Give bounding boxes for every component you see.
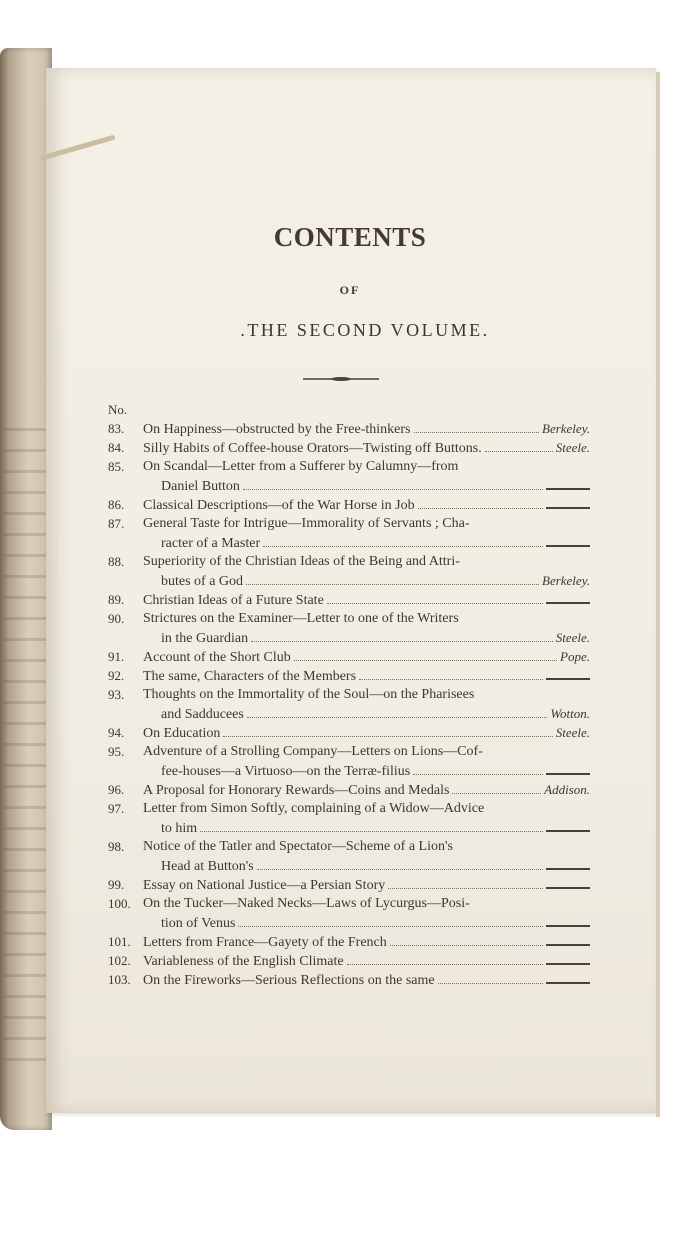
entry-line <box>143 723 590 742</box>
entry-text <box>143 970 590 989</box>
entry-number: 91. <box>108 649 125 664</box>
entry-number: 92. <box>108 668 125 683</box>
entry-text <box>143 894 590 932</box>
entry-author: Steele. <box>555 630 590 645</box>
entry-line-text: On Happiness—obstructed by the Free-thinkers <box>143 422 411 437</box>
entry-number: 86. <box>108 497 125 512</box>
entry-line-text: Variableness of the English Climate <box>143 954 344 969</box>
entry-text <box>143 837 590 875</box>
entry-text <box>143 951 590 970</box>
entry-line-text: to him <box>161 821 198 836</box>
entry-author: Berkeley. <box>542 421 590 436</box>
entry-line <box>143 913 590 932</box>
entry-line-text: Head at Button's <box>161 859 254 874</box>
entry-line <box>143 818 590 837</box>
entry-number: 98. <box>108 839 125 854</box>
toc-entry <box>108 552 590 590</box>
entry-number: 103. <box>108 972 131 987</box>
leader-dots <box>263 533 543 547</box>
entry-line <box>143 970 590 989</box>
ditto-dash <box>546 497 590 509</box>
leader-dots <box>223 723 552 737</box>
entry-line <box>143 761 590 780</box>
toc-entry <box>108 666 590 685</box>
leader-dots <box>413 761 543 775</box>
entry-text <box>143 799 590 837</box>
entry-number: 95. <box>108 744 125 759</box>
entry-line <box>143 419 590 438</box>
toc-entry <box>108 723 590 742</box>
entry-text <box>143 666 590 685</box>
entry-line <box>143 590 590 609</box>
leader-dots <box>327 590 543 604</box>
entry-line-text: Notice of the Tatler and Spectator—Scheme of a Lion's <box>143 839 453 854</box>
entry-author: Steele. <box>555 440 590 455</box>
ditto-dash <box>546 535 590 547</box>
entry-line <box>143 552 590 571</box>
entry-line-text: Daniel Button <box>161 479 240 494</box>
leader-dots <box>347 951 543 965</box>
toc-entry <box>108 419 590 438</box>
leader-dots <box>200 818 543 832</box>
toc-entry <box>108 780 590 799</box>
entry-text <box>143 552 590 590</box>
entry-line-text: in the Guardian <box>161 631 249 646</box>
entry-line-text: On Scandal—Letter from a Sufferer by Calumny—from <box>143 459 459 474</box>
entry-line <box>143 951 590 970</box>
leader-dots <box>243 476 543 490</box>
toc-entry <box>108 742 590 780</box>
leader-dots <box>247 704 548 718</box>
toc-entry <box>108 875 590 894</box>
entry-line-text: Essay on National Justice—a Persian Story <box>143 878 386 893</box>
entry-number: 85. <box>108 459 125 474</box>
page-subtitle: .THE SECOND VOLUME. <box>240 320 490 340</box>
book-spine-edge <box>0 48 52 1130</box>
table-of-contents <box>108 400 590 989</box>
entry-number: 101. <box>108 934 131 949</box>
leader-dots <box>485 438 553 452</box>
entry-line-text: Letter from Simon Softly, complaining of a Widow—Advice <box>143 801 485 816</box>
entry-line <box>143 742 590 761</box>
entry-line <box>143 666 590 685</box>
ditto-dash <box>546 858 590 870</box>
entry-number: 87. <box>108 516 125 531</box>
entry-number: 88. <box>108 554 125 569</box>
entry-line <box>143 932 590 951</box>
entry-number: 90. <box>108 611 125 626</box>
title-of: OF <box>339 283 361 297</box>
entry-text <box>143 875 590 894</box>
entry-line <box>143 495 590 514</box>
entry-line-text: and Sadducees <box>161 707 244 722</box>
ditto-dash <box>546 953 590 965</box>
entry-line-text: tion of Venus <box>161 916 236 931</box>
entry-line <box>143 609 590 628</box>
entry-line-text: Thoughts on the Immortality of the Soul—on the Pharisees <box>143 687 475 702</box>
entry-number: 100. <box>108 896 131 911</box>
entry-line <box>143 780 590 799</box>
entry-line <box>143 514 590 533</box>
facing-page-text-edge <box>4 428 48 1068</box>
entry-line <box>143 571 590 590</box>
toc-entry <box>108 970 590 989</box>
entry-text <box>143 609 590 647</box>
entry-line-text: Adventure of a Strolling Company—Letters on Lions—Cof- <box>143 744 483 759</box>
leader-dots <box>294 647 557 661</box>
toc-entries <box>108 419 590 989</box>
toc-entry <box>108 799 590 837</box>
leader-dots <box>390 932 543 946</box>
entry-line <box>143 457 590 476</box>
ditto-dash <box>546 478 590 490</box>
entry-line <box>143 894 590 913</box>
entry-line <box>143 704 590 723</box>
toc-entry <box>108 932 590 951</box>
leader-dots <box>438 970 543 984</box>
toc-entry <box>108 590 590 609</box>
entry-text <box>143 647 590 666</box>
entry-number: 99. <box>108 877 125 892</box>
leader-dots <box>388 875 543 889</box>
page-title: CONTENTS <box>273 222 427 252</box>
entry-line <box>143 875 590 894</box>
leader-dots <box>418 495 543 509</box>
entry-author: Pope. <box>560 649 590 664</box>
toc-entry <box>108 685 590 723</box>
entry-line <box>143 533 590 552</box>
entry-line-text: Superiority of the Christian Ideas of the Being and Attri- <box>143 554 460 569</box>
entry-line-text: Strictures on the Examiner—Letter to one of the Writers <box>143 611 459 626</box>
entry-text <box>143 514 590 552</box>
entry-line <box>143 799 590 818</box>
leader-dots <box>238 913 543 927</box>
entry-text <box>143 723 590 742</box>
ditto-dash <box>546 592 590 604</box>
toc-entry <box>108 438 590 457</box>
entry-text <box>143 495 590 514</box>
leader-dots <box>452 780 541 794</box>
entry-number: 83. <box>108 421 125 436</box>
toc-entry <box>108 514 590 552</box>
entry-line-text: fee-houses—a Virtuoso—on the Terræ-filius <box>161 764 411 779</box>
toc-entry <box>108 609 590 647</box>
ditto-dash <box>546 820 590 832</box>
entry-line <box>143 476 590 495</box>
ditto-dash <box>546 934 590 946</box>
toc-entry <box>108 457 590 495</box>
entry-line-text: Christian Ideas of a Future State <box>143 593 324 608</box>
leader-dots <box>251 628 553 642</box>
entry-line-text: On Education <box>143 726 221 741</box>
entry-line <box>143 647 590 666</box>
entry-line <box>143 837 590 856</box>
entry-text <box>143 457 590 495</box>
entry-line-text: racter of a Master <box>161 536 261 551</box>
entry-text <box>143 780 590 799</box>
entry-author: Wotton. <box>550 706 590 721</box>
entry-number: 102. <box>108 953 131 968</box>
entry-line-text: butes of a God <box>161 574 244 589</box>
entry-line-text: The same, Characters of the Members <box>143 669 357 684</box>
entry-text <box>143 932 590 951</box>
ditto-dash <box>546 763 590 775</box>
entry-line-text: A Proposal for Honorary Rewards—Coins and Medals <box>143 783 450 798</box>
entry-author: Addison. <box>544 782 590 797</box>
entry-number: 94. <box>108 725 125 740</box>
entry-number: 96. <box>108 782 125 797</box>
toc-entry <box>108 951 590 970</box>
toc-entry <box>108 647 590 666</box>
entry-number: 84. <box>108 440 125 455</box>
entry-line-text: Letters from France—Gayety of the French <box>143 935 387 950</box>
entry-line-text: General Taste for Intrigue—Immorality of Servants ; Cha- <box>143 516 470 531</box>
leader-dots <box>257 856 543 870</box>
entry-number: 89. <box>108 592 125 607</box>
number-column-header: No. <box>108 402 128 417</box>
entry-line-text: On the Fireworks—Serious Reflections on the same <box>143 973 435 988</box>
toc-entry <box>108 495 590 514</box>
leader-dots <box>359 666 543 680</box>
ditto-dash <box>546 877 590 889</box>
entry-line <box>143 856 590 875</box>
entry-line-text: Account of the Short Club <box>143 650 291 665</box>
entry-line <box>143 685 590 704</box>
entry-text <box>143 419 590 438</box>
entry-text <box>143 590 590 609</box>
toc-entry <box>108 837 590 875</box>
entry-line-text: On the Tucker—Naked Necks—Laws of Lycurgus—Posi- <box>143 896 470 911</box>
leader-dots <box>246 571 539 585</box>
entry-line-text: Classical Descriptions—of the War Horse in Job <box>143 498 415 513</box>
entry-line <box>143 438 590 457</box>
entry-line-text: Silly Habits of Coffee-house Orators—Twisting off Buttons. <box>143 441 482 456</box>
toc-entry <box>108 894 590 932</box>
entry-text <box>143 438 590 457</box>
leader-dots <box>414 419 540 433</box>
entry-number: 93. <box>108 687 125 702</box>
entry-text <box>143 742 590 780</box>
entry-author: Berkeley. <box>542 573 590 588</box>
ditto-dash <box>546 915 590 927</box>
entry-author: Steele. <box>555 725 590 740</box>
ditto-dash <box>546 972 590 984</box>
ditto-dash <box>546 668 590 680</box>
entry-line <box>143 628 590 647</box>
ornament-divider-icon <box>303 377 379 381</box>
entry-text <box>143 685 590 723</box>
entry-number: 97. <box>108 801 125 816</box>
